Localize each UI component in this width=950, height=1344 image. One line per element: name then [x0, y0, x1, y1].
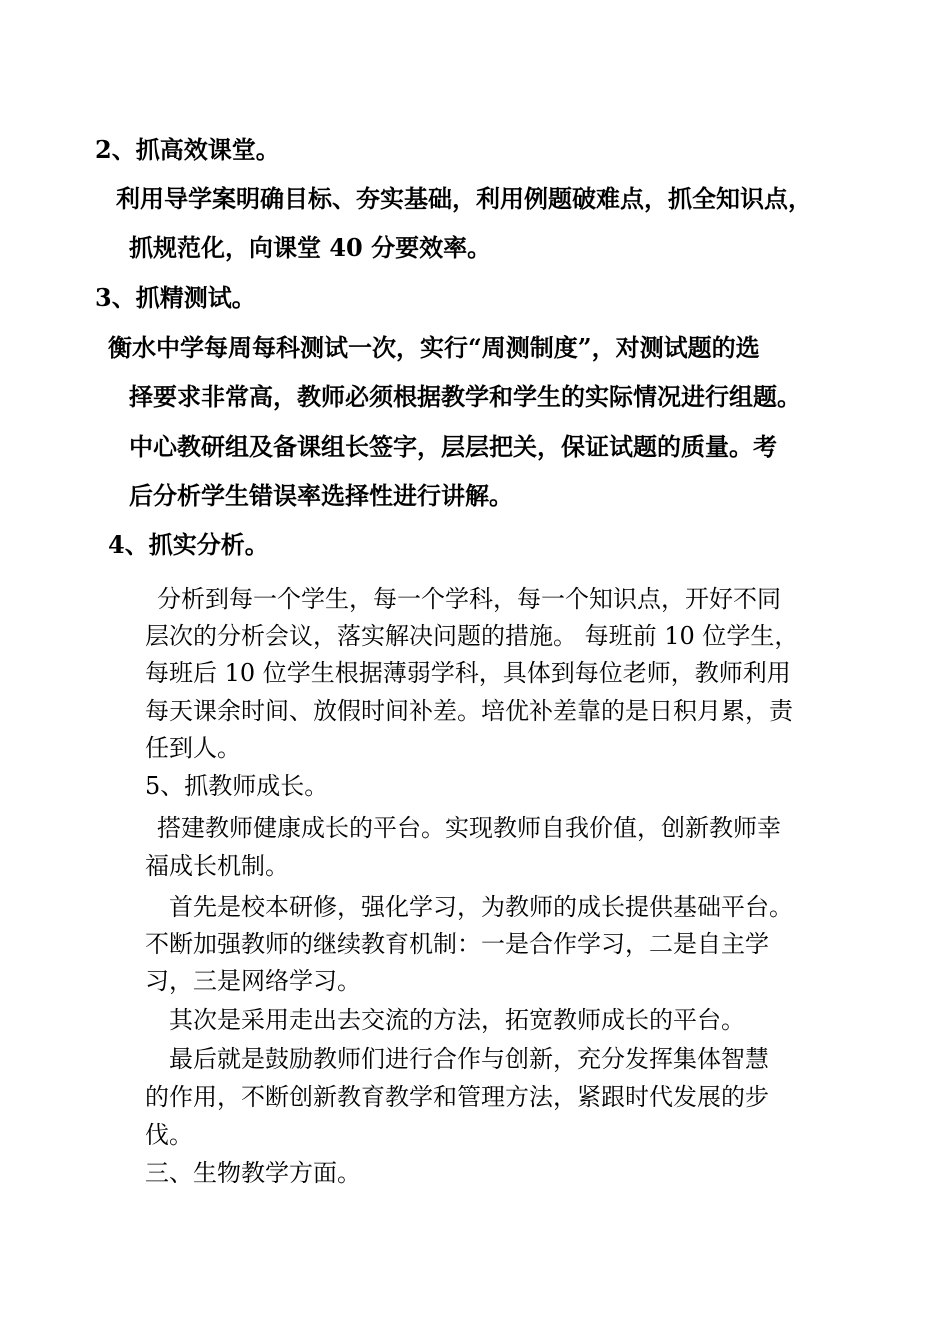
- paragraph-line: 搭建教师健康成长的平台。实现教师自我价值，创新教师幸: [157, 814, 781, 842]
- paragraph-line: 层次的分析会议，落实解决问题的措施。 每班前 10 位学生，: [145, 622, 799, 650]
- paragraph-line: 伐。: [145, 1121, 193, 1149]
- paragraph-line: 后分析学生错误率选择性进行讲解。: [129, 481, 513, 510]
- paragraph-line: 抓规范化，向课堂 40 分要效率。: [129, 233, 492, 262]
- paragraph-line: 的作用，不断创新教育教学和管理方法，紧跟时代发展的步: [145, 1083, 769, 1111]
- section-heading-3: 3、抓精测试。: [95, 283, 256, 312]
- paragraph-line: 首先是校本研修，强化学习，为教师的成长提供基础平台。: [169, 893, 793, 921]
- paragraph-line: 任到人。: [145, 734, 241, 762]
- paragraph-line: 福成长机制。: [145, 852, 289, 880]
- paragraph-line: 择要求非常高，教师必须根据教学和学生的实际情况进行组题。: [129, 382, 801, 411]
- section-heading-3-biology: 三、生物教学方面。: [145, 1159, 361, 1187]
- paragraph-line: 利用导学案明确目标、夯实基础，利用例题破难点，抓全知识点，: [116, 184, 812, 213]
- paragraph-line: 分析到每一个学生，每一个学科，每一个知识点，开好不同: [157, 585, 781, 613]
- paragraph-line: 每天课余时间、放假时间补差。培优补差靠的是日积月累，责: [145, 697, 793, 725]
- paragraph-line: 最后就是鼓励教师们进行合作与创新，充分发挥集体智慧: [169, 1045, 769, 1073]
- paragraph-line: 每班后 10 位学生根据薄弱学科，具体到每位老师，教师利用: [145, 659, 791, 687]
- paragraph-line: 中心教研组及备课组长签字，层层把关，保证试题的质量。考: [129, 432, 777, 461]
- paragraph-line: 其次是采用走出去交流的方法，拓宽教师成长的平台。: [169, 1006, 745, 1034]
- paragraph-line: 衡水中学每周每科测试一次，实行“周测制度”，对测试题的选: [108, 333, 760, 362]
- section-heading-5: 5、抓教师成长。: [145, 772, 329, 800]
- paragraph-line: 不断加强教师的继续教育机制：一是合作学习，二是自主学: [145, 930, 769, 958]
- section-heading-2: 2、抓高效课堂。: [95, 135, 280, 164]
- section-heading-4: 4、抓实分析。: [108, 530, 269, 559]
- paragraph-line: 习，三是网络学习。: [145, 967, 361, 995]
